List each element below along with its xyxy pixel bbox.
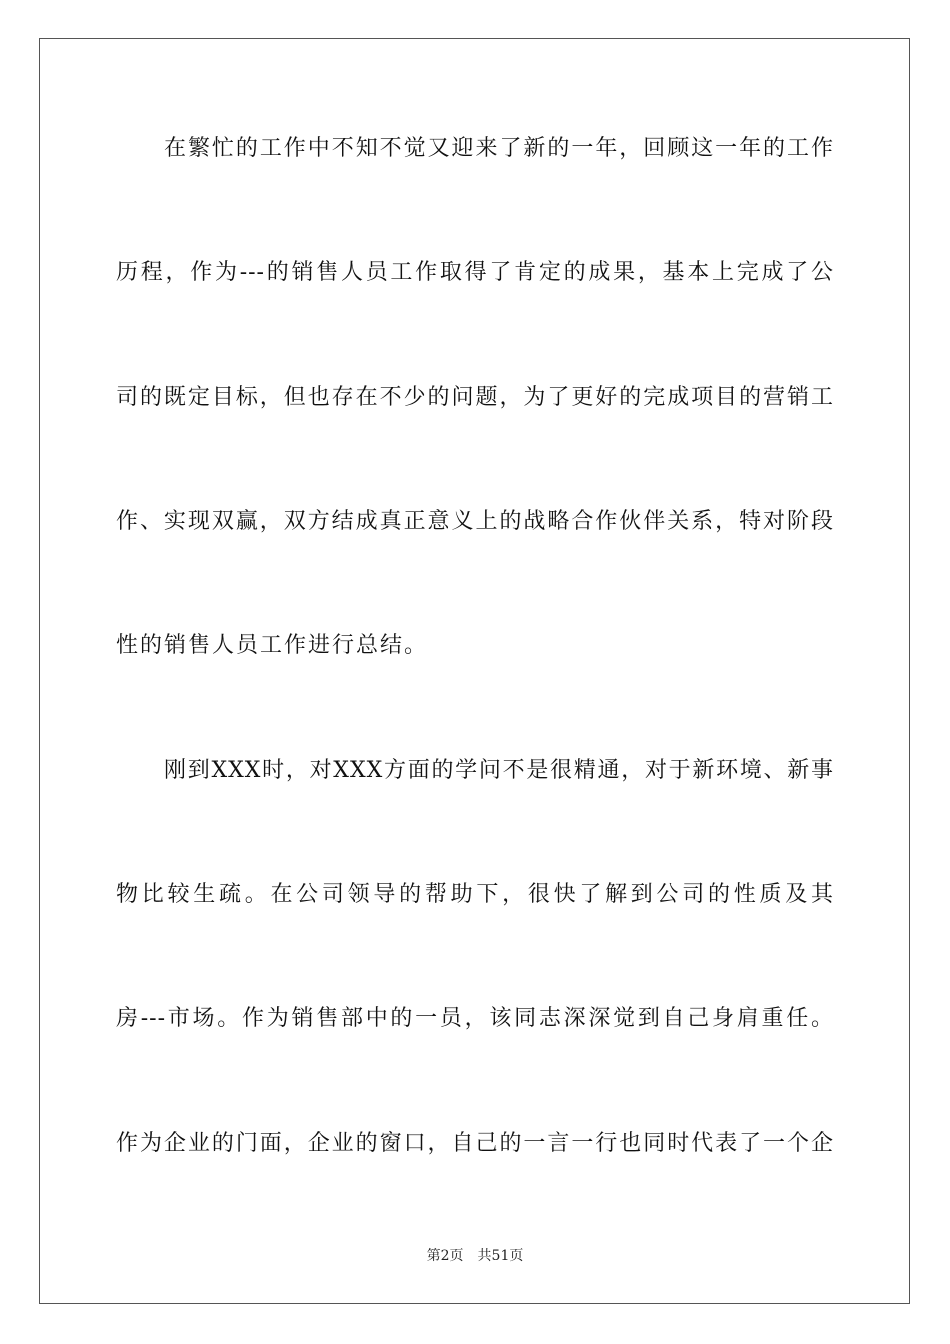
page-number: 第2页 <box>426 1248 464 1264</box>
page-total: 共51页 <box>477 1248 524 1264</box>
paragraph-2-line-1: 刚到XXX时，对XXX方面的学问不是很精通，对于新环境、新事 <box>164 758 834 783</box>
paragraph-1-line-1: 在繁忙的工作中不知不觉又迎来了新的一年，回顾这一年的工作 <box>164 136 834 161</box>
paragraph-2-line-4: 作为企业的门面，企业的窗口，自己的一言一行也同时代表了一个企 <box>116 1131 834 1156</box>
paragraph-1-line-3: 司的既定目标，但也存在不少的问题，为了更好的完成项目的营销工 <box>116 385 834 410</box>
paragraph-2-line-3: 房---市场。作为销售部中的一员，该同志深深觉到自己身肩重任。 <box>116 1006 834 1031</box>
paragraph-1-line-2: 历程，作为---的销售人员工作取得了肯定的成果，基本上完成了公 <box>116 260 834 285</box>
paragraph-2-line-2: 物比较生疏。在公司领导的帮助下，很快了解到公司的性质及其 <box>116 882 834 907</box>
paragraph-1-line-4: 作、实现双赢，双方结成真正意义上的战略合作伙伴关系，特对阶段 <box>116 509 834 534</box>
document-body <box>116 0 834 1344</box>
page-footer <box>0 1246 950 1266</box>
paragraph-1-line-5: 性的销售人员工作进行总结。 <box>116 633 429 658</box>
